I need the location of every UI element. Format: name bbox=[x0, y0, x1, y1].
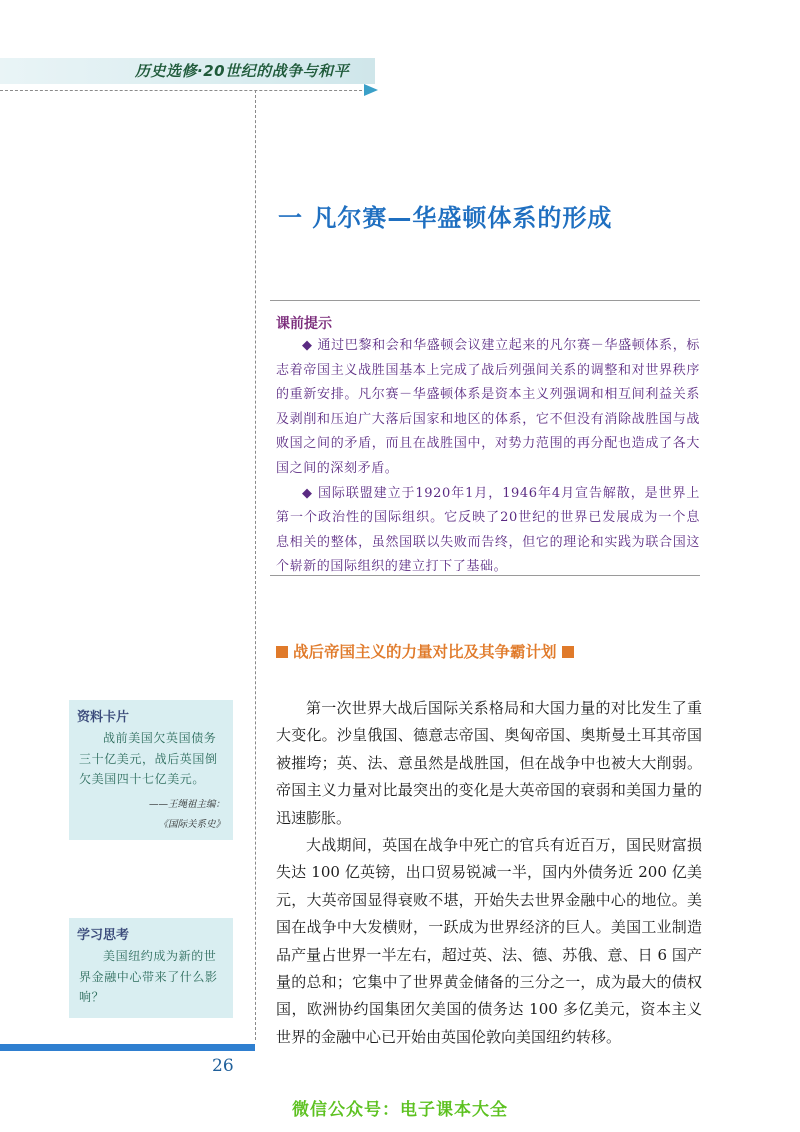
study-question-text bbox=[79, 946, 227, 1008]
column-divider bbox=[255, 90, 256, 1040]
study-question-paragraph: 美国纽约成为新的世界金融中心带来了什么影响？ bbox=[79, 949, 218, 1004]
diamond-bullet-icon: ◆ bbox=[302, 338, 313, 353]
data-card-box bbox=[69, 700, 233, 840]
watermark: 微信公众号：电子课本大全 bbox=[292, 1100, 508, 1120]
data-card-paragraph: 战前美国欠英国债务三十亿美元，战后英国倒欠美国四十七亿美元。 bbox=[79, 731, 218, 786]
body-paragraph: 第一次世界大战后国际关系格局和大国力量的对比发生了重大变化。沙皇俄国、德意志帝国、奥匈帝国、奥斯曼土耳其帝国被摧垮；英、法、意虽然是战胜国，但在战争中也被大大削弱。帝国主义力量对比最突出的变化是大英帝国的衰弱和美国力量的迅速膨胀。 bbox=[276, 699, 702, 827]
tips-paragraph-text: 通过巴黎和会和华盛顿会议建立起来的凡尔赛－华盛顿体系，标志着帝国主义战胜国基本上完成了战后列强间关系的调整和对世界秩序的重新安排。凡尔赛－华盛顿体系是资本主义列强调和相互间利益关系及剥削和压迫广大落后国家和地区的体系，它不但没有消除战胜国与战败国之间的矛盾，而且在战胜国中，对势力范围的再分配也造成了各大国之间的深刻矛盾。 bbox=[276, 338, 700, 476]
tips-paragraph-text: 国际联盟建立于1920年1月，1946年4月宣告解散，是世界上第一个政治性的国际组织。它反映了20世纪的世界已发展成为一个息息相关的整体，虽然国联以失败而告终，但它的理论和实践为联合国这个崭新的国际组织的建立打下了基础。 bbox=[276, 485, 700, 575]
page-number: 26 bbox=[212, 1056, 234, 1076]
section-heading-text: 战后帝国主义的力量对比及其争霸计划 bbox=[293, 643, 557, 661]
data-card-source bbox=[75, 795, 225, 835]
chapter-title: 一 凡尔赛—华盛顿体系的形成 bbox=[278, 204, 613, 232]
source-title: 《国际关系史》 bbox=[158, 819, 225, 830]
header-divider bbox=[0, 90, 372, 91]
study-question-box bbox=[69, 918, 233, 1018]
data-card-heading: 资料卡片 bbox=[77, 710, 130, 725]
tips-bottom-rule bbox=[270, 575, 700, 576]
diamond-bullet-icon: ◆ bbox=[302, 485, 313, 501]
body-paragraph: 大战期间，英国在战争中死亡的官兵有近百万，国民财富损失达 100 亿英镑，出口贸易锐减一半，国内外债务近 200 亿美元，大英帝国显得衰败不堪，开始失去世界金融中心的地位。美国在战争中大发横财，一跃成为世界经济的巨人。美国工业制造品产量占世界一半左右，超过英、法、德、苏俄、意、日 6 国产量的总和；它集中了世界黄金储备的三分之一，成为最大的债权国，欧洲协约国集团欠美国的债务达 100 多亿美元，资本主义世界的金融中心已开始由英国伦敦向美国纽约转移。 bbox=[276, 836, 702, 1046]
square-marker-icon bbox=[276, 646, 288, 658]
section-heading bbox=[276, 640, 574, 662]
running-header-title: 历史选修·20世纪的战争与和平 bbox=[135, 62, 350, 80]
arrow-right-icon bbox=[364, 84, 378, 96]
tips-paragraph bbox=[276, 482, 700, 580]
tips-heading: 课前提示 bbox=[276, 316, 332, 332]
bottom-accent-bar bbox=[0, 1044, 255, 1051]
tips-paragraph bbox=[276, 334, 700, 482]
square-marker-icon bbox=[562, 646, 574, 658]
study-question-heading: 学习思考 bbox=[77, 928, 130, 943]
data-card-text bbox=[79, 728, 227, 790]
source-author: ——王绳祖主编： bbox=[148, 799, 225, 810]
main-body bbox=[276, 695, 702, 1051]
tips-top-rule bbox=[270, 300, 700, 301]
tips-body bbox=[276, 334, 700, 580]
